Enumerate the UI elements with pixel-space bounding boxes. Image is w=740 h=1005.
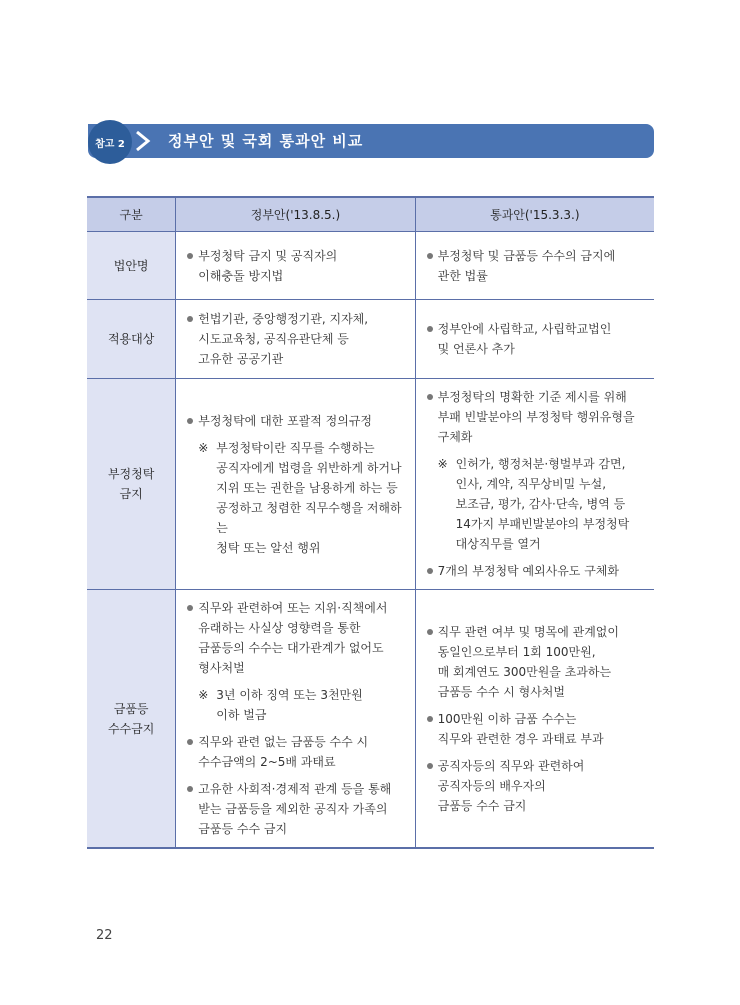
bullet-item — [186, 732, 406, 772]
bullet-item — [186, 779, 406, 839]
bullet-dot-icon — [427, 716, 433, 722]
reference-mark: ※ — [198, 440, 209, 455]
reference-mark: ※ — [437, 457, 448, 471]
reference-mark: ※ — [198, 688, 209, 702]
bullet-item — [426, 709, 646, 749]
header-category: 구분 — [87, 197, 176, 232]
item-text: 공직자등의 직무와 관련하여 공직자등의 배우자의 금품등 수수 금지 — [437, 758, 585, 813]
passed-bill-cell — [415, 300, 654, 379]
comparison-table — [87, 196, 654, 849]
item-text: 정부안에 사립학교, 사립학교법인 및 언론사 추가 — [437, 322, 612, 356]
table-row — [87, 379, 654, 590]
government-bill-cell — [176, 379, 415, 590]
bullet-dot-icon — [427, 568, 433, 574]
table-row — [87, 590, 654, 849]
item-text: 7개의 부정청탁 예외사유도 구체화 — [437, 564, 619, 578]
passed-bill-cell — [415, 232, 654, 300]
section-title: 정부안 및 국회 통과안 비교 — [168, 132, 364, 150]
item-text: 부정청탁이란 직무를 수행하는 공직자에게 법령을 위반하게 하거나 지위 또는 권한을 남용하게 하는 등 공정하고 청렴한 직무수행을 저해하는 청탁 또는 알선 행위 — [216, 440, 402, 555]
section-badge: 참고 2 — [88, 120, 132, 164]
bullet-dot-icon — [427, 629, 433, 635]
note-item — [186, 438, 406, 558]
bullet-item — [426, 622, 646, 702]
item-text: 100만원 이하 금품 수수는 직무와 관련한 경우 과태료 부과 — [437, 711, 604, 746]
bullet-item — [426, 561, 646, 581]
table-header-row — [87, 197, 654, 232]
item-text: 3년 이하 징역 또는 3천만원 이하 벌금 — [216, 688, 363, 722]
bullet-item — [426, 387, 646, 447]
row-label: 법안명 — [87, 232, 176, 300]
bullet-dot-icon — [187, 739, 193, 745]
item-text: 인허가, 행정처분·형벌부과 감면, 인사, 계약, 직무상비밀 누설, 보조금, 평가, 감사·단속, 병역 등 14가지 부패빈발분야의 부정청탁 대상직무를 열거 — [455, 457, 630, 551]
bullet-item — [426, 756, 646, 816]
item-text: 부정청탁의 명확한 기준 제시를 위해 부패 빈발분야의 부정청탁 행위유형을 구체화 — [437, 390, 635, 444]
note-item — [426, 454, 646, 554]
bullet-dot-icon — [427, 394, 433, 400]
bullet-dot-icon — [187, 605, 193, 611]
note-item — [186, 685, 406, 725]
bullet-dot-icon — [427, 326, 433, 332]
bullet-dot-icon — [187, 316, 193, 322]
header-government-bill: 정부안('13.8.5.) — [176, 197, 415, 232]
item-text: 고유한 사회적·경제적 관계 등을 통해 받는 금품등을 제외한 공직자 가족의 금품등 수수 금지 — [198, 782, 392, 836]
item-text: 직무와 관련하여 또는 지위·직책에서 유래하는 사실상 영향력을 통한 금품등의 수수는 대가관계가 없어도 형사처벌 — [198, 601, 388, 675]
government-bill-cell — [176, 232, 415, 300]
table-row — [87, 232, 654, 300]
bullet-item — [426, 319, 646, 359]
item-text: 직무 관련 여부 및 명목에 관계없이 동일인으로부터 1회 100만원, 매 회계연도 300만원을 초과하는 금품등 수수 시 형사처벌 — [437, 624, 619, 699]
passed-bill-cell — [415, 590, 654, 849]
passed-bill-cell — [415, 379, 654, 590]
page-number: 22 — [96, 928, 113, 943]
bullet-item — [186, 246, 406, 286]
row-label: 부정청탁 금지 — [87, 379, 176, 590]
header-passed-bill: 통과안('15.3.3.) — [415, 197, 654, 232]
row-label: 적용대상 — [87, 300, 176, 379]
item-text: 부정청탁에 대한 포괄적 정의규정 — [198, 413, 373, 428]
government-bill-cell — [176, 590, 415, 849]
bullet-dot-icon — [187, 786, 193, 792]
item-text: 직무와 관련 없는 금품등 수수 시 수수금액의 2~5배 과태료 — [198, 735, 369, 769]
item-text: 부정청탁 금지 및 공직자의 이해충돌 방지법 — [198, 248, 338, 283]
bullet-dot-icon — [187, 418, 193, 424]
item-text: 부정청탁 및 금품등 수수의 금지에 관한 법률 — [437, 248, 616, 283]
chevron-right-icon — [134, 129, 152, 153]
bullet-item — [186, 598, 406, 678]
table-row — [87, 300, 654, 379]
item-text: 헌법기관, 중앙행정기관, 지자체, 시도교육청, 공직유관단체 등 고유한 공공기관 — [198, 312, 369, 366]
row-label: 금품등 수수금지 — [87, 590, 176, 849]
bullet-dot-icon — [187, 253, 193, 259]
bullet-item — [186, 411, 406, 431]
bullet-item — [426, 246, 646, 286]
government-bill-cell — [176, 300, 415, 379]
bullet-item — [186, 309, 406, 369]
bullet-dot-icon — [427, 763, 433, 769]
bullet-dot-icon — [427, 253, 433, 259]
